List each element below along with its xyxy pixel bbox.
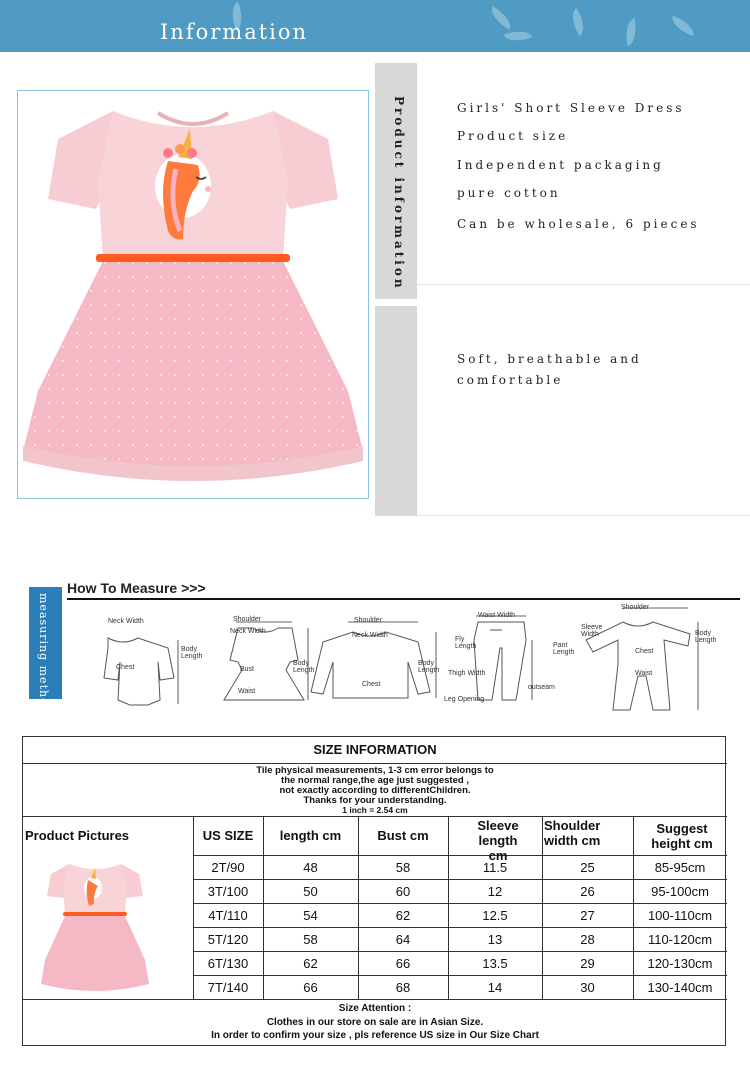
leaf-decoration-icon xyxy=(487,6,516,29)
info-line: Can be wholesale, 6 pieces xyxy=(457,217,700,231)
table-cell: 58 xyxy=(303,932,318,947)
table-cell: 110-120cm xyxy=(647,932,713,947)
label-shoulder: Shoulder xyxy=(233,616,262,623)
label-chest: Chest xyxy=(116,664,135,671)
measure-diagrams xyxy=(78,600,738,720)
divider xyxy=(417,284,750,285)
table-cell: 26 xyxy=(580,884,595,899)
label-chest: Chest xyxy=(635,648,654,655)
table-cell: 4T/110 xyxy=(208,908,248,923)
leaf-decoration-icon xyxy=(566,8,589,37)
table-cell: 3T/100 xyxy=(207,884,249,899)
header-product-pictures: Product Pictures xyxy=(25,828,130,843)
intro-line: not exactly according to differentChildren. xyxy=(279,785,471,796)
table-cell: 95-100cm xyxy=(651,884,709,899)
table-cell: 5T/120 xyxy=(207,932,249,947)
intro-line: the normal range,the age just suggested , xyxy=(281,775,469,786)
measuring-method-label: measuring method xyxy=(37,593,50,714)
how-to-measure-title: How To Measure >>> xyxy=(67,580,206,596)
intro-line: Thanks for your understanding. xyxy=(303,795,447,806)
label-waist-width: Waist Width xyxy=(478,612,516,619)
table-cell: 66 xyxy=(395,956,411,971)
attention-title: Size Attention : xyxy=(338,1003,412,1014)
product-info-vertical-label: Product information xyxy=(392,96,406,291)
label-body-length: Body Length xyxy=(181,646,203,660)
table-cell: 62 xyxy=(395,908,411,923)
label-neck-width: Neck Width xyxy=(108,618,144,625)
size-table xyxy=(22,736,726,1046)
table-cell: 2T/90 xyxy=(211,860,245,875)
intro-line: 1 inch = 2.54 cm xyxy=(342,805,408,815)
label-waist: Waist xyxy=(635,670,653,677)
header-us-size: US SIZE xyxy=(202,828,254,843)
table-cell: 130-140cm xyxy=(647,980,713,995)
table-product-picture xyxy=(41,858,149,1000)
label-neck-width: Neck Width xyxy=(230,628,266,635)
label-fly-length: Fly Length xyxy=(455,636,477,650)
label-pant-length: Pant Length xyxy=(553,642,575,656)
table-cell: 66 xyxy=(303,980,318,995)
table-cell: 62 xyxy=(303,956,318,971)
label-outseam: outseam xyxy=(528,684,555,691)
header-title: Information xyxy=(160,20,309,44)
header-banner xyxy=(0,0,750,52)
garment-outlines xyxy=(78,600,738,720)
label-chest: Chest xyxy=(362,681,381,688)
header-sleeve-length: Sleeve length cm xyxy=(477,818,519,863)
table-cell: 13.5 xyxy=(482,956,508,971)
label-body-length: Body Length xyxy=(418,660,440,674)
label-shoulder: Shoulder xyxy=(354,617,383,624)
table-cell: 13 xyxy=(487,932,503,947)
product-image xyxy=(17,90,369,499)
table-cell: 60 xyxy=(395,884,411,899)
table-cell: 100-110cm xyxy=(647,908,713,923)
size-table-title: SIZE INFORMATION xyxy=(313,742,437,757)
dress-illustration xyxy=(18,91,368,498)
attention-line: Clothes in our store on sale are in Asian Size. xyxy=(266,1017,484,1028)
label-neck-width: Neck Width xyxy=(352,632,388,639)
feature-line: Soft, breathable and xyxy=(457,352,642,366)
leaf-decoration-icon xyxy=(669,16,698,36)
table-cell: 7T/140 xyxy=(207,980,249,995)
dress-thumbnail xyxy=(41,858,149,996)
table-cell: 68 xyxy=(395,980,411,995)
table-cell: 30 xyxy=(580,980,595,995)
header-length: length cm xyxy=(279,828,342,843)
table-cell: 6T/130 xyxy=(207,956,249,971)
table-cell: 14 xyxy=(487,980,503,995)
feature-side-bar xyxy=(375,306,417,516)
feature-line: comfortable xyxy=(457,373,564,387)
table-cell: 27 xyxy=(580,908,595,923)
label-leg-opening: Leg Opening xyxy=(444,696,485,703)
info-line: Girls' Short Sleeve Dress xyxy=(457,101,685,115)
info-line: pure cotton xyxy=(457,186,561,200)
label-body-length: Body Length xyxy=(293,660,315,674)
table-cell: 28 xyxy=(580,932,595,947)
label-waist: Waist xyxy=(238,688,256,695)
divider xyxy=(417,515,750,516)
label-thigh-width: Thigh Width xyxy=(448,670,486,677)
attention-line: In order to confirm your size , pls reference US size in Our Size Chart xyxy=(211,1030,539,1041)
table-cell: 12 xyxy=(487,884,503,899)
info-line: Independent packaging xyxy=(457,158,664,172)
header-suggest-height: Suggest height cm xyxy=(651,821,713,851)
header-bust: Bust cm xyxy=(377,828,429,843)
table-cell: 58 xyxy=(395,860,411,875)
label-bust: Bust xyxy=(240,666,255,673)
label-shoulder: Shoulder xyxy=(621,604,650,611)
header-shoulder-width: Shoulder width cm xyxy=(544,818,601,848)
intro-line: Tile physical measurements, 1-3 cm error belongs to xyxy=(256,765,494,776)
table-cell: 12.5 xyxy=(482,908,508,923)
info-line: Product size xyxy=(457,129,569,143)
table-cell: 120-130cm xyxy=(647,956,713,971)
table-cell: 54 xyxy=(303,908,318,923)
label-body-length: Body Length xyxy=(695,630,717,644)
label-sleeve-width: Sleeve Width xyxy=(581,624,603,638)
table-cell: 48 xyxy=(303,860,318,875)
table-cell: 29 xyxy=(580,956,595,971)
table-cell: 50 xyxy=(303,884,318,899)
table-cell: 11.5 xyxy=(482,860,508,875)
table-cell: 85-95cm xyxy=(654,860,706,875)
table-cell: 64 xyxy=(395,932,411,947)
leaf-decoration-icon xyxy=(623,18,639,46)
table-cell: 25 xyxy=(580,860,595,875)
